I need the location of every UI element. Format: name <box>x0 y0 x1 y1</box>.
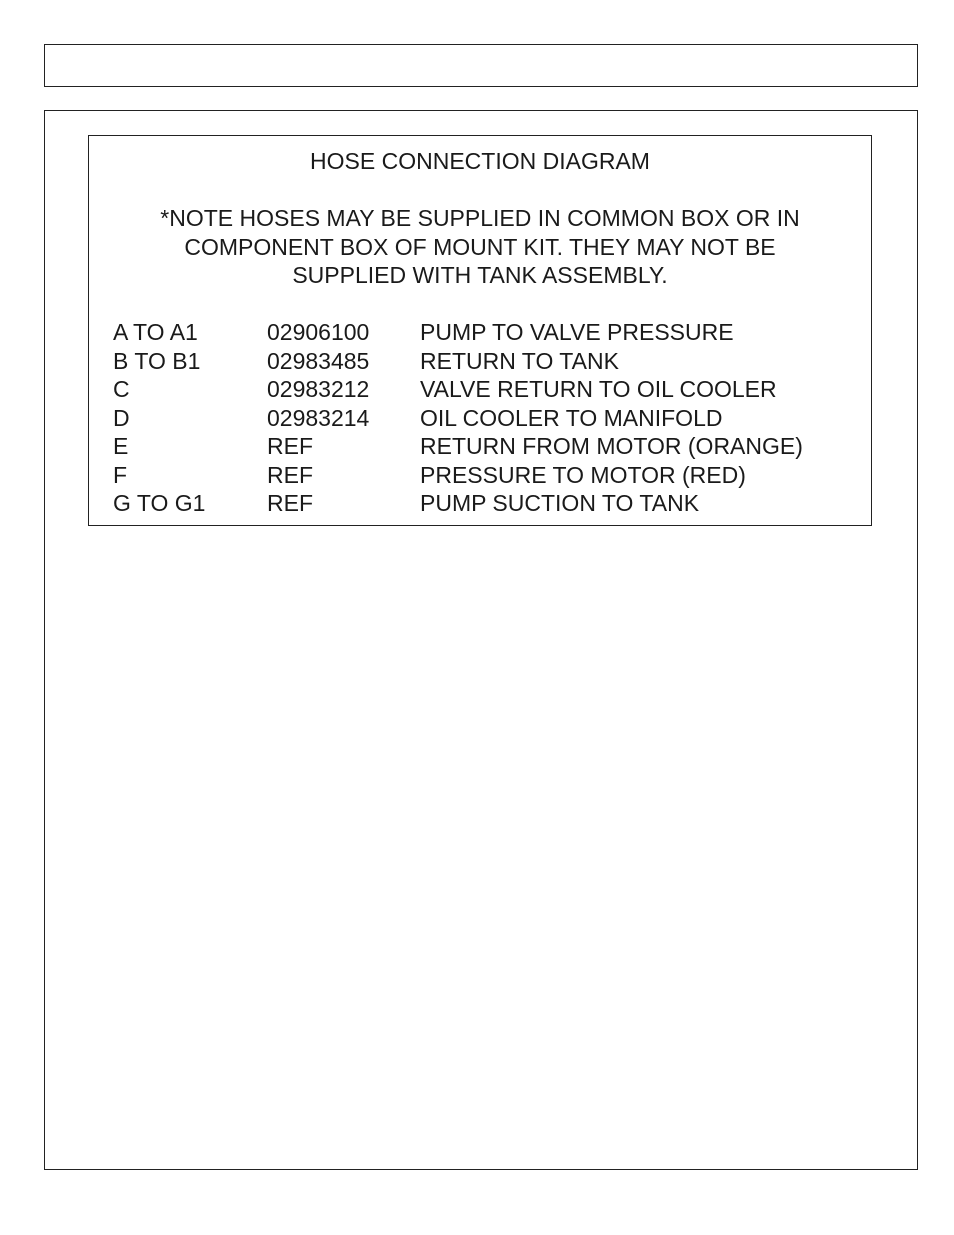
hose-row <box>113 461 863 490</box>
diagram-title: HOSE CONNECTION DIAGRAM <box>310 148 650 174</box>
hose-description: VALVE RETURN TO OIL COOLER <box>420 376 777 402</box>
hose-part-number: 02983485 <box>267 347 370 374</box>
hose-connection-diagram-box <box>88 135 872 526</box>
note-line: COMPONENT BOX OF MOUNT KIT. THEY MAY NOT BE <box>184 233 776 260</box>
hose-description: PUMP SUCTION TO TANK <box>420 490 700 516</box>
hose-connection: G TO G1 <box>113 490 206 516</box>
hose-connection: E <box>113 433 129 459</box>
hose-part-number: REF <box>267 490 313 516</box>
hose-part-number: REF <box>267 433 313 459</box>
hose-row <box>113 404 863 433</box>
hose-part-number: 02906100 <box>267 319 370 345</box>
hose-row <box>113 347 863 376</box>
hose-description: OIL COOLER TO MANIFOLD <box>420 404 723 431</box>
diagram-note <box>89 204 871 290</box>
hose-connection: A TO A1 <box>113 319 198 345</box>
hose-connection: C <box>113 376 130 402</box>
hose-connection: F <box>113 461 128 488</box>
hose-part-number: REF <box>267 461 313 488</box>
page-header-box <box>44 44 918 87</box>
hose-description: RETURN TO TANK <box>420 347 619 374</box>
hose-connection: B TO B1 <box>113 347 201 374</box>
hose-description: PRESSURE TO MOTOR (RED) <box>420 461 746 488</box>
hose-connection: D <box>113 404 130 431</box>
hose-table <box>113 318 863 518</box>
hose-part-number: 02983214 <box>267 404 370 431</box>
hose-row <box>113 432 863 461</box>
hose-description: RETURN FROM MOTOR (ORANGE) <box>420 433 803 459</box>
note-line: *NOTE HOSES MAY BE SUPPLIED IN COMMON BOX OR IN <box>160 205 800 231</box>
hose-row <box>113 375 863 404</box>
hose-description: PUMP TO VALVE PRESSURE <box>420 319 734 345</box>
note-line: SUPPLIED WITH TANK ASSEMBLY. <box>292 262 668 288</box>
hose-row <box>113 489 863 518</box>
hose-row <box>113 318 863 347</box>
hose-part-number: 02983212 <box>267 376 370 402</box>
